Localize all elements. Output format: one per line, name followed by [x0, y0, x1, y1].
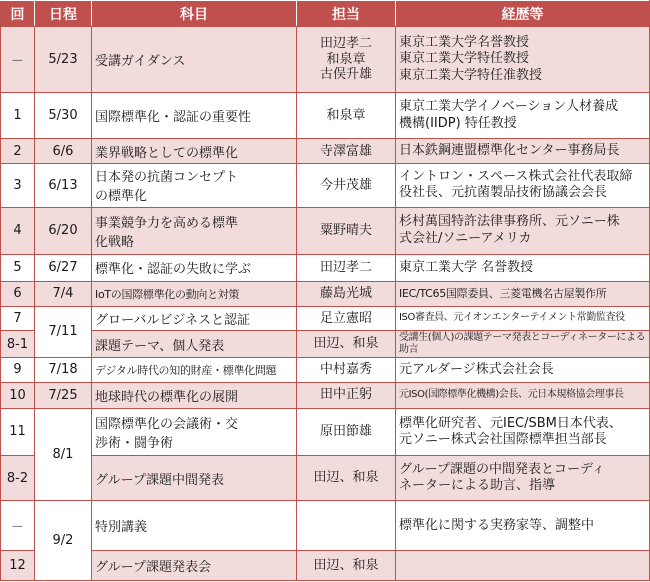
- header-background: 経歴等: [396, 1, 650, 27]
- cell-subject: IoTの国際標準化の動向と対策: [92, 281, 297, 306]
- cell-no: 10: [1, 382, 35, 408]
- cell-no: 8-2: [1, 456, 35, 501]
- cell-subject: デジタル時代の知的財産・標準化問題: [92, 358, 297, 383]
- cell-no: 2: [1, 139, 35, 164]
- cell-date: 6/20: [35, 207, 92, 254]
- subject-line: 事業競争力を高める標準: [95, 215, 239, 231]
- cell-subject: 特別講義: [92, 501, 297, 551]
- cell-instructor: [297, 501, 396, 551]
- cell-instructor: 藤島光城: [297, 281, 396, 306]
- table-row: [1, 281, 650, 306]
- header-instructor: 担当: [297, 1, 396, 27]
- cell-subject: 地球時代の標準化の展開: [92, 382, 297, 408]
- background-line: 元ソニー株式会社国際標準担当部長: [399, 431, 607, 447]
- table-row: [1, 501, 650, 551]
- cell-subject: 標準化・認証の失敗に学ぶ: [92, 254, 297, 281]
- cell-no: 11: [1, 408, 35, 455]
- cell-no: －: [1, 501, 35, 551]
- cell-date: 7/18: [35, 358, 92, 383]
- cell-subject: 課題テーマ、個人発表: [92, 331, 297, 358]
- subject-line: 国際標準化の会議術・交: [95, 416, 239, 432]
- table-row: [1, 207, 650, 254]
- cell-subject: [92, 408, 297, 455]
- cell-no: 8-1: [1, 331, 35, 358]
- cell-background: 東京工業大学 名誉教授: [396, 254, 650, 281]
- cell-background: 標準化に関する実務家等、調整中: [396, 501, 650, 551]
- header-subject: 科目: [92, 1, 297, 27]
- background-line: グループ課題の中間発表とコーディ: [399, 462, 605, 478]
- cell-background: 元ISO(国際標準化機構)会長、元日本規格協会理事長: [396, 382, 650, 408]
- cell-no: －: [1, 27, 35, 93]
- cell-date: 7/11: [35, 306, 92, 358]
- table-row: [1, 139, 650, 164]
- cell-date: 5/23: [35, 27, 92, 93]
- cell-date: 6/13: [35, 164, 92, 207]
- cell-instructor: 田中正躬: [297, 382, 396, 408]
- table-row: [1, 306, 650, 331]
- cell-date: 7/4: [35, 281, 92, 306]
- background-line: 東京工業大学特任准教授: [399, 67, 543, 83]
- cell-subject: グループ課題中間発表: [92, 456, 297, 501]
- cell-instructor: 原田節雄: [297, 408, 396, 455]
- table-row: [1, 27, 650, 93]
- background-line: 東京工業大学特任教授: [399, 51, 530, 67]
- table-row: [1, 331, 650, 358]
- background-line: ネーターによる助言、指導: [399, 478, 556, 494]
- instructor-name: 古俣升雄: [319, 67, 372, 83]
- background-line: 標準化研究者、元IEC/SBM日本代表、: [399, 415, 622, 431]
- subject-line: 日本発の抗菌コンセプト: [95, 170, 239, 186]
- cell-instructor: [297, 27, 396, 93]
- cell-instructor: 足立憲昭: [297, 306, 396, 331]
- cell-date: 5/30: [35, 93, 92, 139]
- cell-date: 6/6: [35, 139, 92, 164]
- cell-background: [396, 27, 650, 93]
- background-line: 機構(IIDP) 特任教授: [399, 115, 517, 131]
- cell-background: IEC/TC65国際委員、三菱電機名古屋製作所: [396, 281, 650, 306]
- cell-background: [396, 207, 650, 254]
- cell-no: 7: [1, 306, 35, 331]
- cell-instructor: 中村嘉秀: [297, 358, 396, 383]
- background-line: 東京工業大学名誉教授: [399, 35, 530, 51]
- cell-instructor: 今井茂雄: [297, 164, 396, 207]
- subject-line: 化戦略: [95, 234, 135, 250]
- cell-subject: [92, 207, 297, 254]
- background-line: 東京工業大学イノベーション人材養成: [399, 99, 619, 115]
- table-row: [1, 382, 650, 408]
- cell-instructor: 田辺、和泉: [297, 550, 396, 580]
- cell-instructor: 寺澤富雄: [297, 139, 396, 164]
- cell-subject: 業界戦略としての標準化: [92, 139, 297, 164]
- subject-line: の標準化: [95, 189, 148, 205]
- cell-no: 3: [1, 164, 35, 207]
- table-row: [1, 550, 650, 580]
- cell-date: 8/1: [35, 408, 92, 501]
- cell-subject: グループ課題発表会: [92, 550, 297, 580]
- cell-background: [396, 408, 650, 455]
- cell-no: 5: [1, 254, 35, 281]
- cell-background: [396, 456, 650, 501]
- cell-date: 7/25: [35, 382, 92, 408]
- cell-instructor: 田辺孝二: [297, 254, 396, 281]
- cell-subject: [92, 164, 297, 207]
- cell-date: 6/27: [35, 254, 92, 281]
- cell-no: 4: [1, 207, 35, 254]
- instructor-name: 田辺孝二: [319, 36, 372, 52]
- cell-no: 9: [1, 358, 35, 383]
- table-row: [1, 254, 650, 281]
- cell-instructor: 田辺、和泉: [297, 456, 396, 501]
- cell-background: 元アルダージ株式会社会長: [396, 358, 650, 383]
- cell-background: [396, 550, 650, 580]
- table-row: [1, 358, 650, 383]
- cell-instructor: 田辺、和泉: [297, 331, 396, 358]
- background-line: 杉村萬国特許法律事務所、元ソニー株: [399, 214, 620, 230]
- cell-no: 1: [1, 93, 35, 139]
- cell-background: ISO審査員、元イオンエンターテイメント常勤監査役: [396, 306, 650, 331]
- cell-background: 受講生(個人)の課題テーマ発表とコーディネーターによる助言: [396, 331, 650, 358]
- background-line: 役社長、元抗菌製品技術協議会会長: [399, 185, 608, 201]
- subject-line: 渉術・闘争術: [95, 435, 174, 451]
- cell-instructor: 粟野晴夫: [297, 207, 396, 254]
- table-row: [1, 408, 650, 455]
- background-line: イントロン・スペース株式会社代表取締: [399, 169, 633, 185]
- cell-no: 6: [1, 281, 35, 306]
- instructor-name: 和泉章: [326, 51, 366, 67]
- header-row: [1, 1, 650, 27]
- header-no: 回: [1, 1, 35, 27]
- cell-background: [396, 164, 650, 207]
- table-row: [1, 164, 650, 207]
- header-date: 日程: [35, 1, 92, 27]
- background-line: 式会社/ソニーアメリカ: [399, 230, 532, 246]
- cell-instructor: 和泉章: [297, 93, 396, 139]
- cell-background: [396, 93, 650, 139]
- table-row: [1, 456, 650, 501]
- cell-background: 日本鉄鋼連盟標準化センター事務局長: [396, 139, 650, 164]
- cell-date: 9/2: [35, 501, 92, 581]
- cell-subject: グローバルビジネスと認証: [92, 306, 297, 331]
- cell-subject: 受講ガイダンス: [92, 27, 297, 93]
- table-row: [1, 93, 650, 139]
- cell-no: 12: [1, 550, 35, 580]
- cell-subject: 国際標準化・認証の重要性: [92, 93, 297, 139]
